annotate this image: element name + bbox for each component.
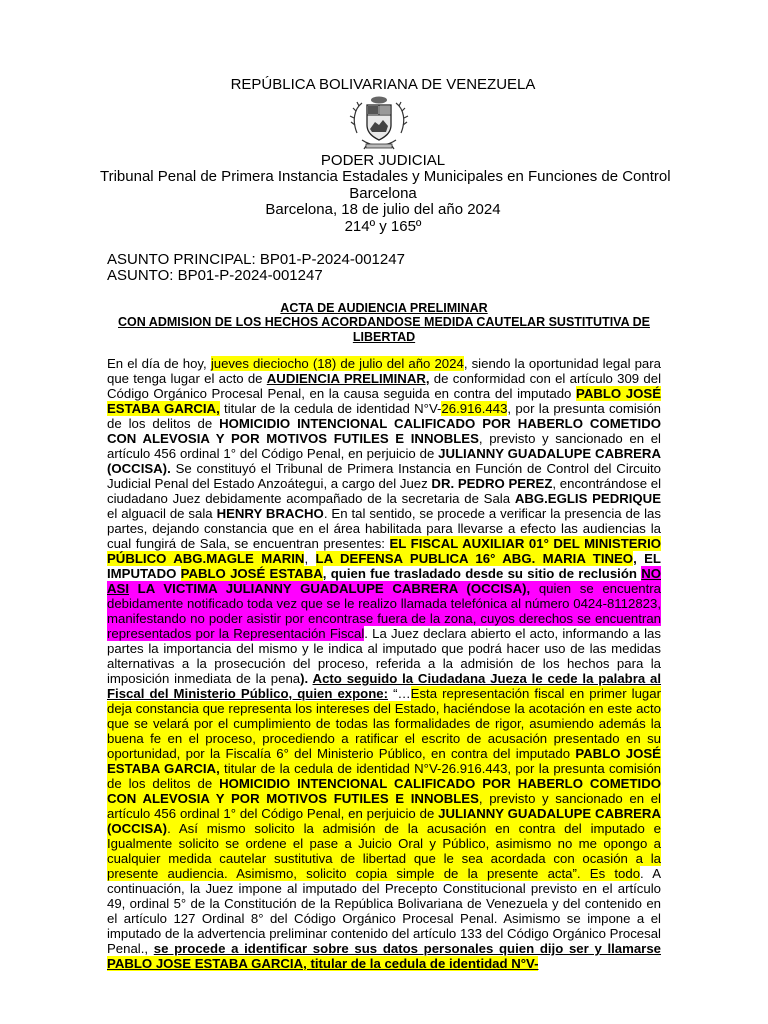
coat-of-arms-icon xyxy=(348,95,410,153)
case-numbers xyxy=(107,252,405,285)
victim-name-statement: JULIANNY GUADALUPE CABRERA (OCCISA) xyxy=(107,806,661,836)
title-line-2: CON ADMISION DE LOS HECHOS ACORDANDOSE MEDIDA CAUTELAR SUSTITUTIVA DE LIBERTAD xyxy=(118,315,650,344)
body-text: . A continuación, la Juez impone al imputado del Precepto Constitucional previsto en el artículo 49, ordinal 5° de la Constitución de la República Bolivariana de Venezuela y del contenido en el artículo 127 Ordinal 8° del Código Orgánico Procesal Penal. Asimismo se impone a el imputado de la advertencia preliminar contenido del artículo 133 del Código Orgánico Procesal Penal., xyxy=(107,866,661,956)
victim-name: JULIANNY GUADALUPE CABRERA (OCCISA). xyxy=(107,446,661,476)
hearing-type: AUDIENCIA PRELIMINAR, xyxy=(266,371,430,386)
body-text: . En tal sentido, se procede a verificar la presencia de las partes, dejando constancia que en el área habilitada para llevarse a efecto las audiencias la cual fungirá de Sala, se encuentran presentes: xyxy=(107,506,661,551)
city-name: Barcelona xyxy=(349,184,417,202)
hearing-date-highlight: jueves dieciocho (18) de julio del año 2024 xyxy=(210,356,464,371)
statement-text: , previsto y sancionado en el artículo 456 ordinal 1° del Código Penal, en perjuicio de xyxy=(107,791,661,821)
statement-text: . Así mismo solicito la admisión de la acusación en contra del imputado e Igualmente solicito se ordene el pase a Juicio Oral y Público, asimismo no me opongo a cualquier medida cautelar sustitutiva de libertad que le sea acordada con ocasión a la presente audiencia. Asimismo, solicito copia simple de la presente acta”. Es todo xyxy=(107,821,661,881)
statement-text: titular de la cedula de identidad N°V-26.916.443, por la presunta comisión de los delitos de xyxy=(107,761,661,791)
years-line: 214º y 165º xyxy=(344,217,422,235)
body-text: , siendo la oportunidad legal para que tenga lugar el acto de xyxy=(107,356,661,386)
defendant-highlight: PABLO JOSÉ ESTABA xyxy=(180,566,323,581)
body-text: , xyxy=(304,551,316,566)
victim-highlight: LA VICTIMA JULIANNY GUADALUPE CABRERA (OCCISA), xyxy=(128,581,531,596)
title-line-1: ACTA DE AUDIENCIA PRELIMINAR xyxy=(280,301,488,315)
body-text: el alguacil de sala xyxy=(107,506,217,521)
body-text: , por la presunta comisión de los delitos de xyxy=(107,401,661,431)
body-text: , previsto y sancionado en el artículo 456 ordinal 1° del Código Penal, en perjuicio de xyxy=(107,431,661,461)
tribunal-name: Tribunal Penal de Primera Instancia Estadales y Municipales en Funciones de Control xyxy=(100,168,671,186)
prosecutor-highlight: EL FISCAL AUXILIAR 01° DEL MINISTERIO PÚBLICO ABG.MAGLE MARIN xyxy=(107,536,661,566)
secretary-name: ABG.EGLIS PEDRIQUE xyxy=(514,491,661,506)
defendant-name: PABLO JOSÉ ESTABA GARCIA, xyxy=(107,386,661,416)
identification-text: se procede a identificar sobre sus datos personales quien dijo ser y llamarse xyxy=(153,941,661,956)
body-text: titular de la cedula de identidad N°V- xyxy=(219,401,442,416)
judge-name: DR. PEDRO PEREZ xyxy=(431,476,553,491)
court-header xyxy=(100,152,671,235)
body-paragraph xyxy=(107,356,661,971)
body-text: ). xyxy=(300,671,313,686)
body-text: Se constituyó el Tribunal de Primera Instancia en Función de Control del Circuito Judicial Penal del Estado Anzoátegui, a cargo del Juez xyxy=(107,461,661,491)
charges: HOMICIDIO INTENCIONAL CALIFICADO POR HABERLO COMETIDO CON ALEVOSIA Y POR MOTIVOS FUTILES E INNOBLES xyxy=(107,416,661,446)
document-title xyxy=(107,301,661,344)
main-case-number: ASUNTO PRINCIPAL: BP01-P-2024-001247 xyxy=(107,251,405,268)
defendant-name-statement: PABLO JOSÉ ESTABA GARCIA, xyxy=(107,746,661,776)
defense-highlight: LA DEFENSA PUBLICA 16° ABG. MARIA TINEO xyxy=(315,551,634,566)
notification-highlight: quien se encuentra debidamente notificado toda vez que se le realizo llamada telefónica al número 0424-8112823, manifestando no poder asistir por encontrase fuera de la zona, cuyos derechos se encuentran representados por la Representación Fiscal xyxy=(107,581,661,641)
identification-highlight: PABLO JOSE ESTABA GARCIA, titular de la cedula de identidad N°V- xyxy=(107,956,539,971)
charges-statement: HOMICIDIO INTENCIONAL CALIFICADO POR HABERLO COMETIDO CON ALEVOSIA Y POR MOTIVOS FUTILES E INNOBLES xyxy=(107,776,661,806)
bailiff-name: HENRY BRACHO xyxy=(216,506,324,521)
body-text: de conformidad con el artículo 309 del Código Orgánico Procesal Penal, en la causa seguida en contra del imputado xyxy=(107,371,662,401)
body-text: “… xyxy=(388,686,411,701)
judicial-branch: PODER JUDICIAL xyxy=(320,152,446,169)
prosecutor-statement-intro: Acto seguido la Ciudadana Jueza le cede la palabra al Fiscal del Ministerio Público, quien expone: xyxy=(107,671,662,701)
document-date: Barcelona, 18 de julio del año 2024 xyxy=(265,201,501,219)
case-number: ASUNTO: BP01-P-2024-001247 xyxy=(107,267,323,285)
body-text: , encontrándose el ciudadano Juez debidamente acompañado de la secretaria de Sala xyxy=(107,476,661,506)
id-number-highlight: 26.916.443 xyxy=(441,401,508,416)
no-asi-highlight: NO ASI xyxy=(107,566,661,596)
body-text: En el día de hoy, xyxy=(107,356,211,371)
body-text: . La Juez declara abierto el acto, informando a las partes la importancia del mismo y le indica al imputado que podrá hacer uso de las medidas alternativas a la prosecución del proceso, referida a la admisión de los hechos para la imposición inmediata de la pena xyxy=(107,626,661,686)
prosecutor-statement-highlight: Esta representación fiscal en primer lugar deja constancia que representa los intereses del Estado, haciéndose la acotación en este acto que se velará por el cumplimiento de todas las formalidades de rigor, asumiendo además la buena fe en el proceso, procediendo a ratificar el escrito de acusación presentado en su oportunidad, por la Fiscalía 6° del Ministerio Público, en contra del imputado xyxy=(107,686,661,761)
country-heading: REPÚBLICA BOLIVARIANA DE VENEZUELA xyxy=(230,76,536,93)
body-text: , EL IMPUTADO xyxy=(107,551,661,581)
body-text: , quien fue trasladado desde su sitio de reclusión xyxy=(322,566,642,581)
